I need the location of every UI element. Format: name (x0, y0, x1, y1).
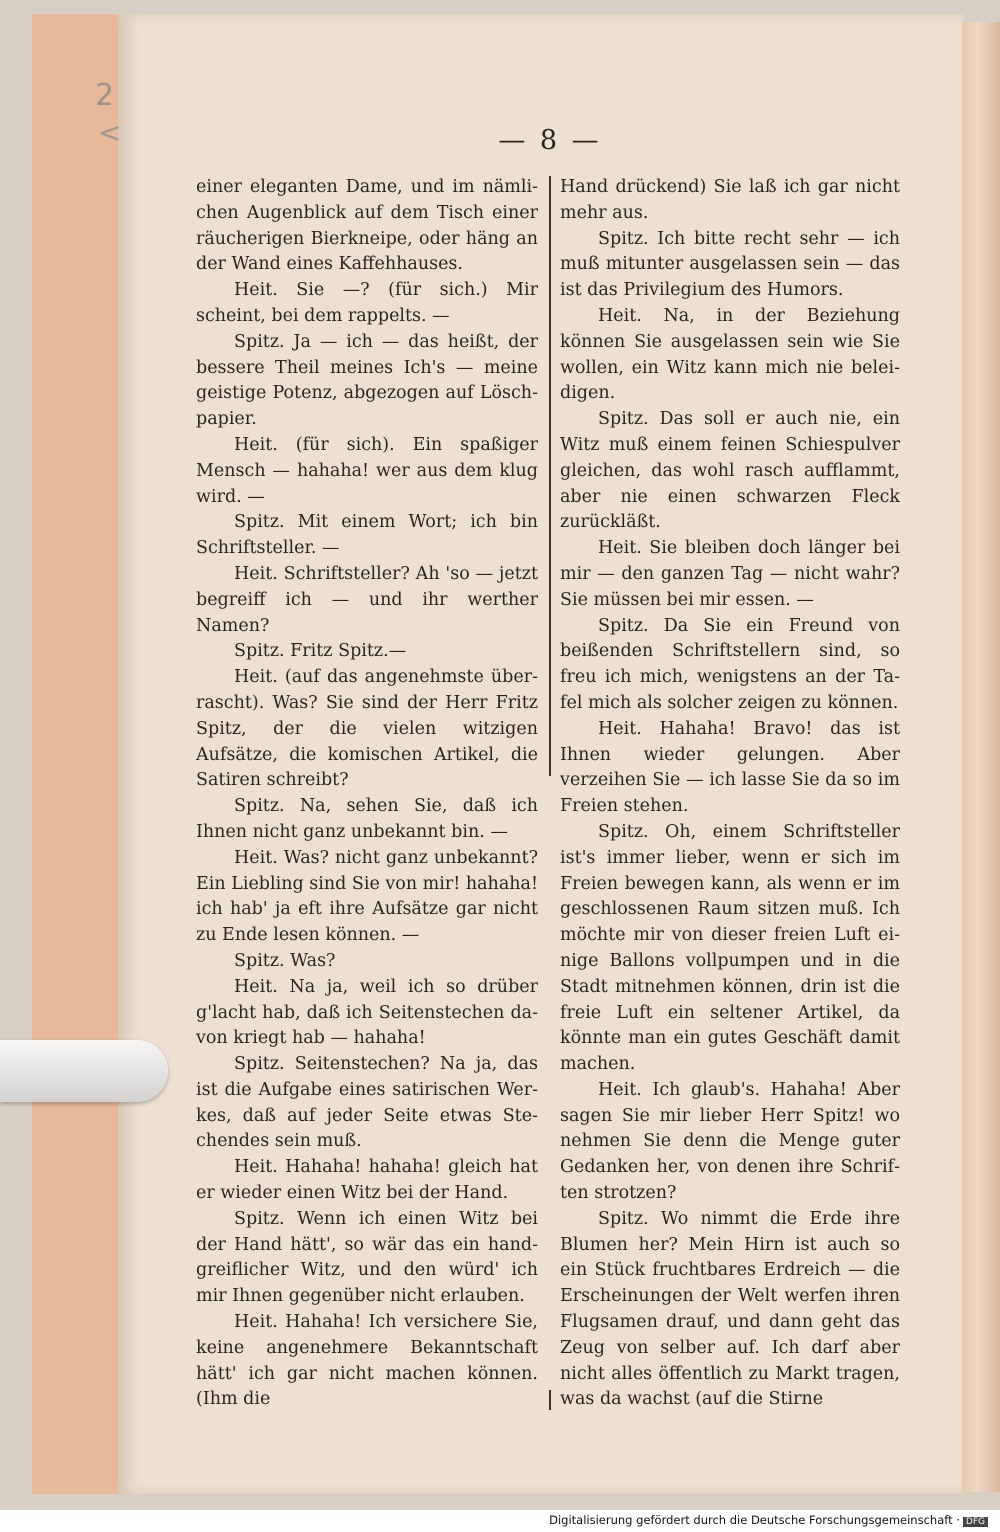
paragraph: Spitz. Seitenstechen? Na ja, das ist die Aufgabe eines satirischen Werkes, daß auf jeder Seite etwas Stechendes sein muß. (196, 1054, 538, 1152)
paragraph: Heit. Hahaha! hahaha! gleich hat er wieder einen Witz bei der Hand. (196, 1157, 538, 1204)
paragraph: Heit. Schriftsteller? Ah 'so — jetzt begreiff ich — und ihr werther Namen? (196, 563, 538, 636)
paragraph: Spitz. Das soll er auch nie, ein Witz muß einem feinen Schiespulver gleichen, das wohl rasch aufflammt, aber nie einen schwarzen Fleck zurückläßt. (560, 409, 900, 533)
page-clip (0, 1040, 168, 1102)
next-page-edge (962, 22, 1000, 1492)
paragraph: Heit. Was? nicht ganz unbekannt? Ein Liebling sind Sie von mir! hahaha! ich hab' ja eft ihre Aufsätze gar nicht zu Ende lesen können. — (196, 847, 538, 946)
column-divider-lower (549, 1390, 551, 1410)
paragraph: Heit. (für sich). Ein spaßiger Mensch — hahaha! wer aus dem klug wird. — (196, 434, 538, 507)
paragraph: Spitz. Da Sie ein Freund von beißenden Schriftstellern sind, so freu ich mich, wenigstens an der Tafel mich als solcher zeigen zu können. (560, 615, 900, 713)
paragraph: Heit. Na, in der Beziehung können Sie ausgelassen sein wie Sie wollen, ein Witz kann mich nie beleidigen. (560, 305, 900, 404)
column-divider (549, 176, 551, 776)
paragraph: Heit. Hahaha! Ich versichere Sie, keine angenehmere Bekanntschaft hätt' ich gar nicht machen können. (Ihm die (196, 1312, 538, 1410)
paragraph: Spitz. Was? (234, 950, 336, 971)
paragraph: Spitz. Wenn ich einen Witz bei der Hand hätt', so wär das ein handgreiflicher Witz, und den würd' ich mir Ihnen gegenüber nicht erlauben. (196, 1208, 538, 1307)
digitization-footer (549, 1513, 988, 1527)
paragraph: Heit. Ich glaub's. Hahaha! Aber sagen Sie mir lieber Herr Spitz! wo nehmen Sie denn die Menge guter Gedanken her, von denen ihre Schriften strotzen? (560, 1079, 900, 1204)
paragraph: Spitz. Ich bitte recht sehr — ich muß mitunter ausgelassen sein — das ist das Privilegium des Humors. (560, 228, 900, 301)
margin-pencil-mark: 2 (95, 78, 115, 113)
paragraph: Spitz. Na, sehen Sie, daß ich Ihnen nicht ganz unbekannt bin. — (196, 796, 538, 842)
paragraph: Spitz. Oh, einem Schriftsteller ist's immer lieber, wenn er sich im Freien bewegen kann, als wenn er im geschlossenen Raum sitzen muß. Ich möchte mir von dieser freien Luft einige Ballons vollpumpen und in die Stadt mitnehmen können, drin ist die freie Luft ein seltener Artikel, da könnte man ein gutes Geschäft damit machen. (560, 821, 900, 1075)
dfg-logo: DFG (963, 1517, 988, 1527)
paragraph: Spitz. Ja — ich — das heißt, der bessere Theil meines Ich's — meine geistige Potenz, abgezogen auf Löschpapier. (196, 331, 538, 430)
paragraph: Heit. Hahaha! Bravo! das ist Ihnen wieder gelungen. Aber verzeihen Sie — ich lasse Sie da so im Freien stehen. (560, 718, 900, 817)
paragraph: Heit. Sie —? (für sich.) Mir scheint, bei dem rappelts. — (196, 280, 538, 326)
right-column (560, 175, 900, 1413)
margin-pencil-mark-2: < (98, 116, 122, 149)
left-column (196, 175, 538, 1413)
paragraph: Heit. Sie bleiben doch länger bei mir — den ganzen Tag — nicht wahr? Sie müssen bei mir essen. — (560, 538, 900, 610)
paragraph: Spitz. Wo nimmt die Erde ihre Blumen her? Mein Hirn ist auch so ein Stück fruchtbares Erdreich — die Erscheinungen der Welt werfen ihren Flugsamen drauf, und dann geht das Zeug von selber auf. Ich darf aber nicht alles öffentlich zu Markt tragen, was da wachst (auf die Stirne (560, 1208, 900, 1410)
paragraph: Heit. Na ja, weil ich so drüber g'lacht hab, daß ich Seitenstechen davon kriegt hab — hahaha! (196, 976, 538, 1049)
paragraph: Spitz. Mit einem Wort; ich bin Schriftsteller. — (196, 512, 538, 559)
paragraph: Heit. (auf das angenehmste überrascht). Was? Sie sind der Herr Fritz Spitz, der die vielen witzigen Aufsätze, die komischen Artikel, die Satiren schreibt? (196, 667, 538, 791)
page-number: — 8 — (498, 125, 602, 156)
paragraph: Hand drückend) Sie laß ich gar nicht mehr aus. (560, 177, 900, 223)
paragraph: Spitz. Fritz Spitz.— (234, 641, 407, 662)
footer-text: Digitalisierung gefördert durch die Deutsche Forschungsgemeinschaft · (549, 1513, 960, 1527)
paragraph: einer eleganten Dame, und im nämlichen Augenblick auf dem Tisch einer räucherigen Bierkneipe, oder häng an der Wand eines Kaffehhauses. (196, 177, 538, 275)
